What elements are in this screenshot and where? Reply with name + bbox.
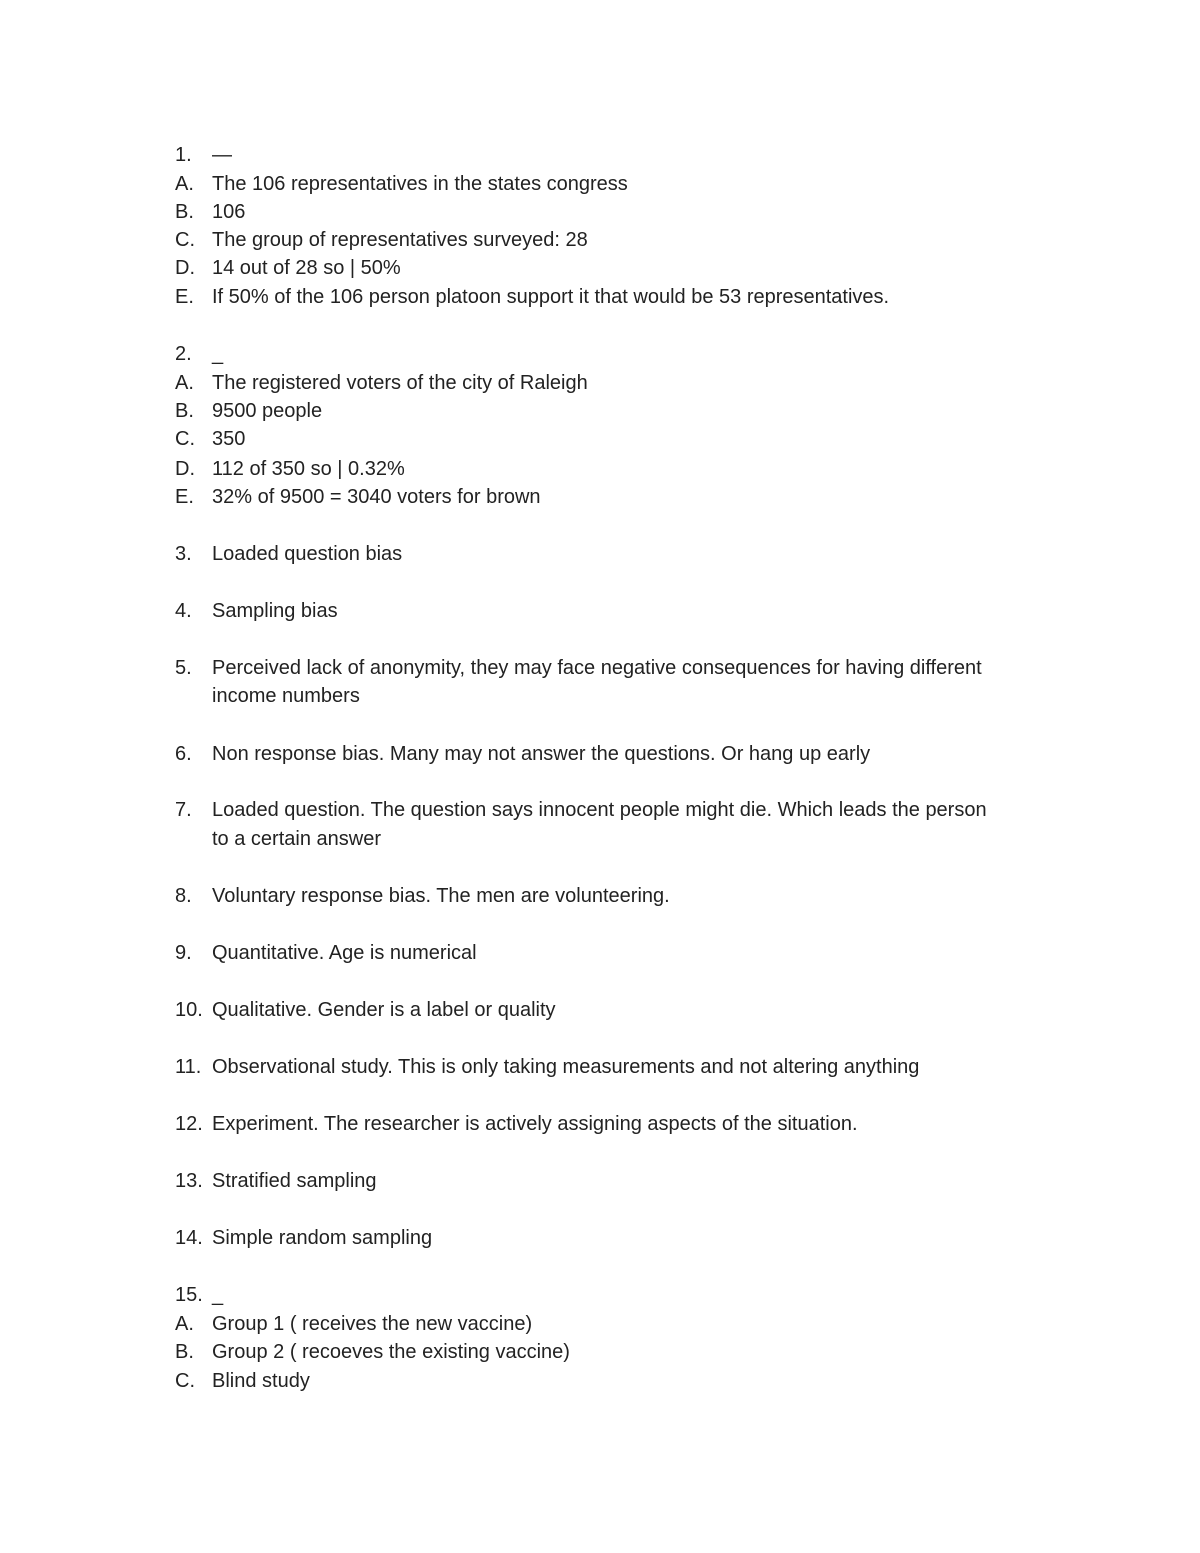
- item-marker: B.: [175, 201, 194, 223]
- item-text: Simple random sampling: [212, 1227, 433, 1249]
- item-text: Experiment. The researcher is actively assigning aspects of the situation.: [212, 1113, 858, 1135]
- item-marker: 1.: [175, 144, 192, 166]
- item-text: The 106 representatives in the states congress: [212, 173, 628, 195]
- item-text: Voluntary response bias. The men are volunteering.: [212, 885, 670, 907]
- item-marker: A.: [175, 173, 194, 195]
- item-marker: 15.: [175, 1284, 203, 1306]
- item-text: Perceived lack of anonymity, they may face negative consequences for having different: [212, 657, 982, 679]
- item-text: 112 of 350 so | 0.32%: [212, 458, 405, 480]
- item-text: The registered voters of the city of Raleigh: [212, 372, 588, 394]
- item-text: to a certain answer: [212, 828, 381, 850]
- item-text: The group of representatives surveyed: 28: [212, 229, 588, 251]
- item-text: Loaded question bias: [212, 543, 403, 565]
- item-marker: 5.: [175, 657, 192, 679]
- item-text: Stratified sampling: [212, 1170, 377, 1192]
- item-text: 350: [212, 428, 246, 450]
- item-text: 9500 people: [212, 400, 323, 422]
- item-marker: 12.: [175, 1113, 203, 1135]
- item-text: Group 1 ( receives the new vaccine): [212, 1313, 533, 1335]
- item-marker: D.: [175, 257, 195, 279]
- item-text: Qualitative. Gender is a label or quality: [212, 999, 556, 1021]
- item-text: Blind study: [212, 1370, 310, 1392]
- item-text: Quantitative. Age is numerical: [212, 942, 477, 964]
- item-text: 106: [212, 201, 246, 223]
- item-marker: 11.: [175, 1056, 202, 1078]
- item-marker: B.: [175, 1341, 194, 1363]
- item-marker: 2.: [175, 343, 192, 365]
- item-marker: B.: [175, 400, 194, 422]
- item-text: income numbers: [212, 685, 360, 707]
- item-text: If 50% of the 106 person platoon support it that would be 53 representatives.: [212, 286, 890, 308]
- item-marker: 3.: [175, 543, 192, 565]
- item-marker: C.: [175, 428, 195, 450]
- item-text: _: [212, 1284, 224, 1306]
- item-marker: 9.: [175, 942, 192, 964]
- item-marker: E.: [175, 286, 194, 308]
- item-marker: 14.: [175, 1227, 203, 1249]
- item-marker: 4.: [175, 600, 192, 622]
- item-marker: C.: [175, 1370, 195, 1392]
- item-text: Non response bias. Many may not answer the questions. Or hang up early: [212, 743, 871, 765]
- item-marker: C.: [175, 229, 195, 251]
- item-text: —: [212, 144, 232, 166]
- item-text: Observational study. This is only taking measurements and not altering anything: [212, 1056, 920, 1078]
- item-text: 14 out of 28 so | 50%: [212, 257, 401, 279]
- item-marker: 8.: [175, 885, 192, 907]
- item-text: Loaded question. The question says innocent people might die. Which leads the person: [212, 799, 987, 821]
- item-text: _: [212, 343, 224, 365]
- item-marker: D.: [175, 458, 195, 480]
- item-text: 32% of 9500 = 3040 voters for brown: [212, 486, 541, 508]
- item-text: Sampling bias: [212, 600, 338, 622]
- item-marker: 6.: [175, 743, 192, 765]
- item-marker: A.: [175, 1313, 194, 1335]
- item-text: Group 2 ( recoeves the existing vaccine): [212, 1341, 570, 1363]
- item-marker: 7.: [175, 799, 192, 821]
- item-marker: E.: [175, 486, 194, 508]
- item-marker: A.: [175, 372, 194, 394]
- item-marker: 13.: [175, 1170, 203, 1192]
- item-marker: 10.: [175, 999, 203, 1021]
